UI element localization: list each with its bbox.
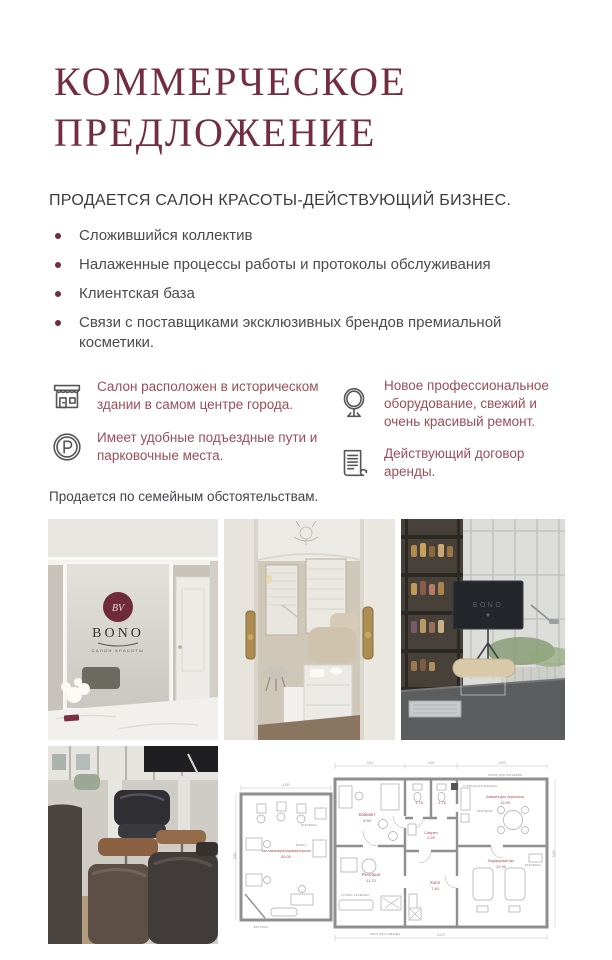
list-item: Связи с поставщиками эксклюзивных брендов премиальной косметики.: [49, 313, 554, 353]
svg-text:Зал маникюра/парикмахерская: Зал маникюра/парикмахерская: [261, 849, 311, 853]
svg-text:2110: 2110: [366, 761, 374, 765]
svg-text:4250: 4250: [282, 783, 290, 787]
svg-text:Кабинет: Кабинет: [358, 812, 376, 817]
svg-text:Ресепшн: Ресепшн: [361, 872, 381, 877]
subtitle: ПРОДАЕТСЯ САЛОН КРАСОТЫ-ДЕЙСТВУЮЩИЙ БИЗНЕС.: [49, 192, 512, 209]
svg-text:12.90: 12.90: [495, 864, 507, 869]
svg-text:11270: 11270: [436, 933, 446, 937]
svg-text:30.00: 30.00: [280, 854, 292, 859]
svg-text:МОЙКА: МОЙКА: [295, 844, 307, 847]
photo-treatment-room: [224, 519, 395, 740]
page-title: [54, 56, 407, 158]
storefront-icon: [48, 377, 86, 415]
svg-text:4200: 4200: [498, 761, 506, 765]
svg-text:1.75: 1.75: [438, 800, 446, 805]
feature-text: Имеет удобные подъездные пути и парковочные места.: [97, 430, 318, 463]
svg-text:1120: 1120: [427, 761, 435, 765]
svg-text:СТИРАЛЬНАЯ МАШИНА: СТИРАЛЬНАЯ МАШИНА: [462, 785, 498, 788]
bono-monogram: BV: [111, 603, 125, 614]
list-item: Клиентская база: [49, 284, 554, 304]
feature-location: [48, 377, 335, 415]
svg-text:Комната для персонала: Комната для персонала: [486, 795, 524, 799]
svg-text:2.20: 2.20: [427, 835, 435, 840]
svg-text:РАКОВИНА: РАКОВИНА: [476, 810, 494, 813]
list-item: Сложившийся коллектив: [49, 226, 554, 246]
svg-text:7.40: 7.40: [431, 886, 439, 891]
features-column-left: [48, 377, 335, 495]
svg-text:1.75: 1.75: [415, 800, 423, 805]
svg-text:9.90: 9.90: [363, 818, 371, 823]
bono-logo-text: BONO: [92, 626, 144, 641]
page-title-line2: ПРЕДЛОЖЕНИЕ: [54, 110, 377, 156]
list-item: Налаженные процессы работы и протоколы обслуживания: [49, 255, 554, 275]
feature-text: Салон расположен в историческом здании в самом центре города.: [97, 379, 319, 412]
contract-icon: [335, 444, 373, 482]
svg-text:7400: 7400: [552, 850, 556, 858]
bono-logo-subtext: САЛОН КРАСОТЫ: [91, 648, 145, 653]
note-text: Продается по семейным обстоятельствам.: [49, 489, 319, 504]
photo-styling-chairs: [48, 746, 218, 944]
svg-text:Педикюрный зал: Педикюрный зал: [487, 859, 515, 863]
feature-text: Действующий договор аренды.: [384, 445, 525, 479]
svg-text:ПОЛКИ ДЛЯ ХРАНЕНИЯ: ПОЛКИ ДЛЯ ХРАНЕНИЯ: [487, 774, 523, 777]
svg-text:Санузел: Санузел: [424, 831, 438, 835]
mirror-icon: [335, 385, 373, 423]
floor-plan: [233, 746, 565, 944]
features-section: [48, 377, 568, 495]
svg-text:11.70: 11.70: [366, 878, 376, 883]
svg-text:РАКОВИНА: РАКОВИНА: [300, 824, 318, 827]
selling-points-list: [49, 226, 554, 362]
photo-retail-tv: [401, 519, 565, 740]
svg-text:2980: 2980: [233, 852, 237, 860]
features-column-right: [335, 377, 568, 495]
parking-icon: [48, 428, 86, 466]
photo-reception-mirror: [48, 519, 218, 740]
svg-text:РАКОВИНА: РАКОВИНА: [524, 864, 542, 867]
page-title-line1: КОММЕРЧЕСКОЕ: [54, 59, 407, 104]
svg-text:ШКАФ ДЛЯ ОДЕЖДЫ: ШКАФ ДЛЯ ОДЕЖДЫ: [369, 933, 401, 936]
tv-brand-text: BONO: [472, 602, 504, 609]
feature-equipment: [335, 377, 568, 431]
feature-text: Новое профессиональное оборудование, свежий и очень красивый ремонт.: [384, 378, 549, 429]
svg-text:СТОЙКА РЕСЕПШН: СТОЙКА РЕСЕПШН: [341, 894, 369, 897]
feature-lease: [335, 444, 568, 482]
svg-text:ВИТРИНА: ВИТРИНА: [253, 926, 269, 929]
feature-parking: [48, 428, 335, 466]
svg-text:12.00: 12.00: [499, 800, 511, 805]
svg-text:Холл: Холл: [429, 880, 441, 885]
